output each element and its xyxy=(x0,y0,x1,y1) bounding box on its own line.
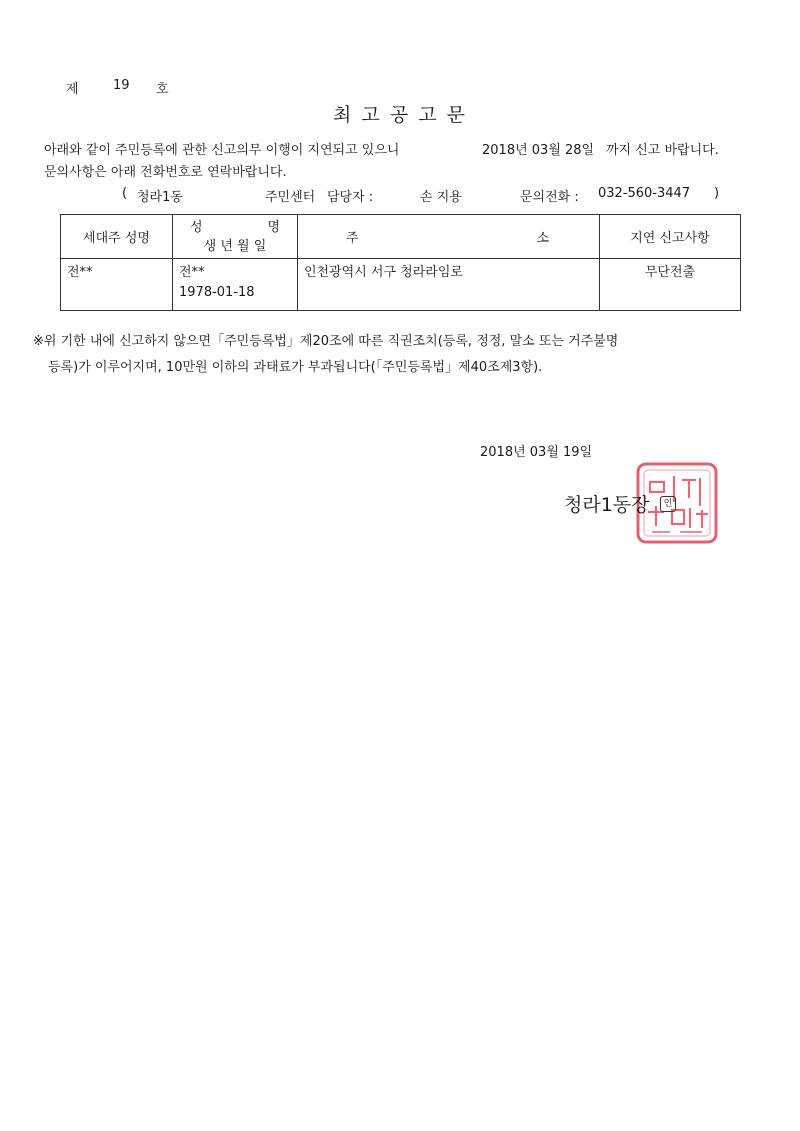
header-name-char1: 성 xyxy=(190,219,203,235)
page-title: 최 고 공 고 문 xyxy=(333,104,467,126)
header-head-name: 세대주 성명 xyxy=(83,231,150,246)
doc-number-suffix: 호 xyxy=(156,82,169,97)
contact-office: 청라1동 xyxy=(137,190,183,205)
header-item: 지연 신고사항 xyxy=(630,231,710,246)
delinquency-table xyxy=(60,214,741,311)
header-cell-address xyxy=(298,215,600,259)
address: 인천광역시 서구 청라라임로 xyxy=(304,265,463,280)
seal-mark-box: 인 xyxy=(660,496,676,512)
issuer-name: 청라1동장 xyxy=(564,494,650,516)
table-row xyxy=(61,259,741,311)
contact-phone-label: 문의전화 : xyxy=(520,190,579,205)
header-name-char2: 명 xyxy=(267,219,280,235)
header-cell-item xyxy=(600,215,741,259)
cell-name-birth xyxy=(173,259,298,311)
cell-item xyxy=(600,259,741,311)
body-line1-post: 까지 신고 바랍니다. xyxy=(606,143,719,158)
head-name: 전** xyxy=(67,265,93,280)
notice-line2: 등록)가 이루어지며, 10만원 이하의 과태료가 부과됩니다(「주민등록법」제40조제3항). xyxy=(48,360,543,375)
issue-date: 2018년 03월 19일 xyxy=(480,445,593,460)
cell-address xyxy=(298,259,600,311)
delinquent-item: 무단전출 xyxy=(644,265,696,280)
contact-center: 주민센터 xyxy=(265,190,316,205)
contact-open-paren: ( xyxy=(122,186,128,201)
contact-close-paren: ) xyxy=(714,186,720,201)
header-address-char2: 소 xyxy=(536,231,549,246)
deadline-date: 2018년 03월 28일 xyxy=(482,143,595,158)
contact-phone: 032-560-3447 xyxy=(598,186,691,201)
header-cell-name-birth xyxy=(173,215,298,259)
header-address-char1: 주 xyxy=(346,231,359,246)
table-header-row xyxy=(61,215,741,259)
doc-number: 19 xyxy=(113,78,130,93)
body-line2: 문의사항은 아래 전화번호로 연락바랍니다. xyxy=(44,165,287,180)
body-line1-pre: 아래와 같이 주민등록에 관한 신고의무 이행이 지연되고 있으니 xyxy=(44,143,400,158)
header-birth: 생 년 월 일 xyxy=(203,238,267,254)
cell-head-name xyxy=(61,259,173,311)
header-cell-head-name xyxy=(61,215,173,259)
doc-number-prefix: 제 xyxy=(66,82,79,97)
person-name: 전** xyxy=(179,265,205,280)
notice-line1: ※위 기한 내에 신고하지 않으면「주민등록법」제20조에 따른 직권조치(등록, 정정, 말소 또는 거주불명 xyxy=(33,334,619,349)
contact-manager: 손 지용 xyxy=(420,190,462,205)
contact-manager-label: 담당자 : xyxy=(327,190,374,205)
birth-date: 1978-01-18 xyxy=(179,285,255,300)
